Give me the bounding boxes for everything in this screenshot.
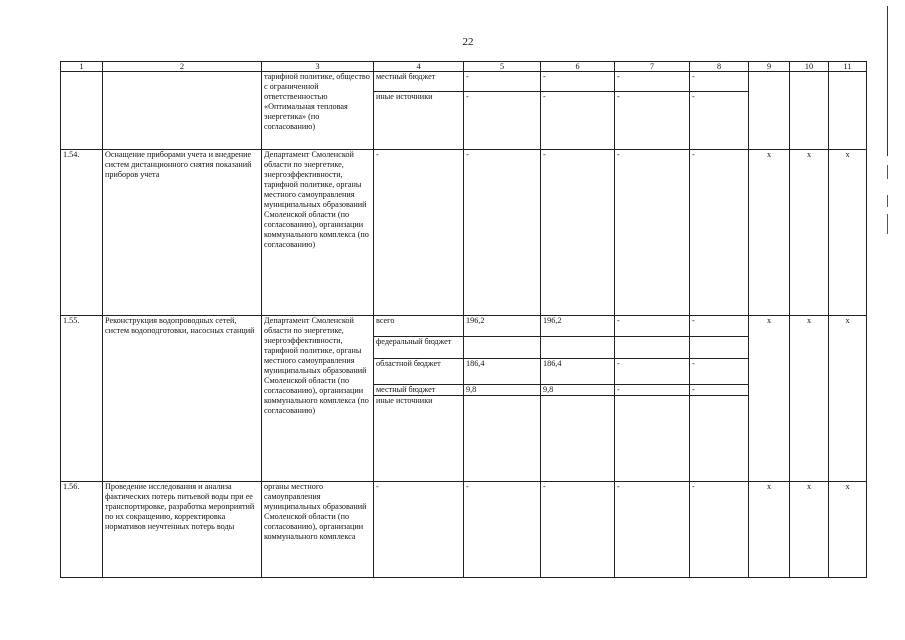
cell-indicator-11: х (829, 482, 867, 578)
item-number (61, 72, 103, 150)
cell-indicator-11 (829, 72, 867, 150)
funding-source: областной бюджет (374, 359, 464, 385)
cell-year-3: - (690, 385, 749, 396)
cell-indicator-9: х (749, 482, 790, 578)
item-number: 1.54. (61, 150, 103, 316)
cell-indicator-10 (790, 72, 829, 150)
program-table (60, 61, 867, 578)
item-name: Оснащение приборами учета и внедрение систем дистанционного снятия показаний приборов учета (103, 150, 262, 316)
column-number: 2 (103, 62, 262, 72)
cell-total: - (464, 150, 541, 316)
cell-total: - (464, 72, 541, 92)
cell-indicator-10: х (790, 316, 829, 482)
cell-year-3: - (690, 482, 749, 578)
column-number: 11 (829, 62, 867, 72)
item-name: Проведение исследования и анализа фактических потерь питьевой воды при ее транспортировке, разработка мероприятий по их сокращению, корректировка нормативов неучтенных потерь воды (103, 482, 262, 578)
cell-year-2 (615, 337, 690, 359)
cell-indicator-9: х (749, 150, 790, 316)
funding-source: местный бюджет (374, 72, 464, 92)
cell-year-1: 196,2 (541, 316, 615, 337)
column-number: 9 (749, 62, 790, 72)
item-executor: органы местного самоуправления муниципальных образований Смоленской области (по согласованию), организации коммунального комплекса (262, 482, 374, 578)
funding-source: иные источники (374, 396, 464, 482)
cell-year-1 (541, 396, 615, 482)
cell-total: 186,4 (464, 359, 541, 385)
table-row-1-56 (61, 482, 867, 578)
cell-year-3 (690, 337, 749, 359)
cell-year-1: 186,4 (541, 359, 615, 385)
cell-year-1: - (541, 482, 615, 578)
cell-total: 196,2 (464, 316, 541, 337)
column-number: 5 (464, 62, 541, 72)
cell-year-2: - (615, 482, 690, 578)
item-executor: Департамент Смоленской области по энергетике, энергоэффективности, тарифной политике, органы местного самоуправления муниципальных образований Смоленской области (по согласованию), организации коммунального комплекса (по согласованию) (262, 150, 374, 316)
funding-source: - (374, 482, 464, 578)
funding-source: - (374, 150, 464, 316)
cell-total (464, 337, 541, 359)
scan-edge-mark (887, 214, 888, 234)
cell-total: - (464, 92, 541, 150)
funding-source: иные источники (374, 92, 464, 150)
item-executor: Департамент Смоленской области по энергетике, энергоэффективности, тарифной политике, органы местного самоуправления муниципальных образований Смоленской области (по согласованию), организации коммунального комплекса (по согласованию) (262, 316, 374, 482)
cell-year-3 (690, 396, 749, 482)
cell-year-1: - (541, 72, 615, 92)
table-row-1-54 (61, 150, 867, 316)
column-number: 3 (262, 62, 374, 72)
scan-edge-mark (887, 165, 888, 179)
cell-year-2: - (615, 359, 690, 385)
cell-indicator-9 (749, 72, 790, 150)
cell-year-2: - (615, 316, 690, 337)
item-name: Реконструкция водопроводных сетей, систем водоподготовки, насосных станций (103, 316, 262, 482)
funding-source: федеральный бюджет (374, 337, 464, 359)
column-number: 8 (690, 62, 749, 72)
cell-year-3: - (690, 72, 749, 92)
item-executor: тарифной политике, общество с ограниченной ответственностью «Оптимальная тепловая энергетика» (по согласованию) (262, 72, 374, 150)
cell-year-1: - (541, 92, 615, 150)
cell-year-1: - (541, 150, 615, 316)
column-number: 7 (615, 62, 690, 72)
funding-source: местный бюджет (374, 385, 464, 396)
cell-year-3: - (690, 150, 749, 316)
page-number: 22 (462, 36, 474, 48)
cell-year-1 (541, 337, 615, 359)
cell-total (464, 396, 541, 482)
column-number: 6 (541, 62, 615, 72)
cell-year-3: - (690, 92, 749, 150)
cell-year-3: - (690, 359, 749, 385)
cell-year-2 (615, 396, 690, 482)
cell-year-2: - (615, 150, 690, 316)
cell-total: 9,8 (464, 385, 541, 396)
column-number: 1 (61, 62, 103, 72)
cell-year-1: 9,8 (541, 385, 615, 396)
scan-edge-mark (887, 195, 888, 207)
cell-year-3: - (690, 316, 749, 337)
table-row-1-55 (61, 316, 867, 337)
funding-source: всего (374, 316, 464, 337)
cell-indicator-11: х (829, 150, 867, 316)
cell-year-2: - (615, 72, 690, 92)
cell-total: - (464, 482, 541, 578)
cell-indicator-9: х (749, 316, 790, 482)
cell-year-2: - (615, 385, 690, 396)
item-number: 1.55. (61, 316, 103, 482)
item-number: 1.56. (61, 482, 103, 578)
cell-indicator-10: х (790, 150, 829, 316)
item-name (103, 72, 262, 150)
cell-year-2: - (615, 92, 690, 150)
table-row (61, 72, 867, 92)
cell-indicator-11: х (829, 316, 867, 482)
column-number: 4 (374, 62, 464, 72)
column-number: 10 (790, 62, 829, 72)
column-number-row (61, 62, 867, 72)
cell-indicator-10: х (790, 482, 829, 578)
scan-edge-line (887, 6, 888, 156)
